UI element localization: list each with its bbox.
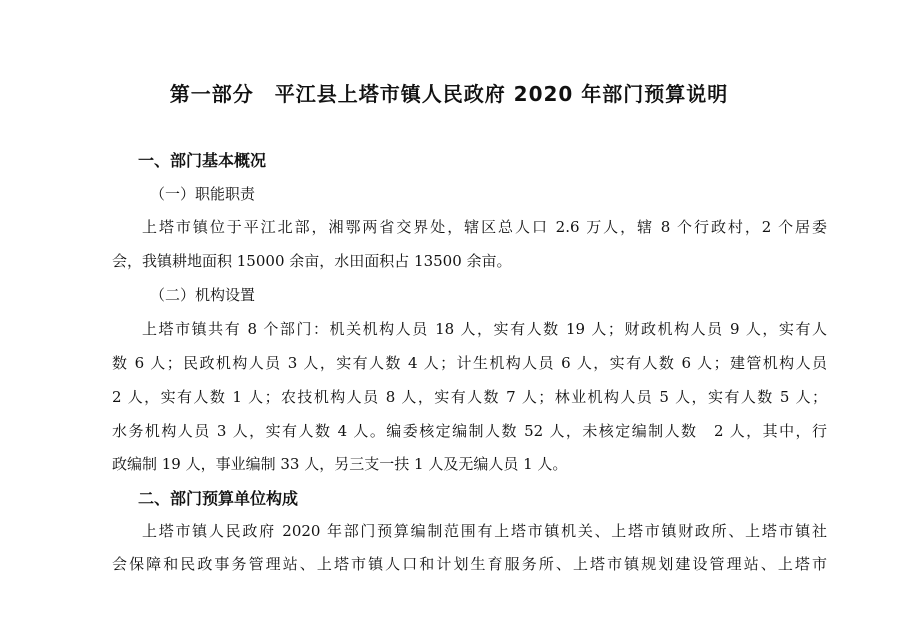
paragraph-line: 2 人，实有人数 1 人；农技机构人员 8 人，实有人数 7 人；林业机构人员 5 人，实有人数 5 人；: [112, 388, 827, 406]
section-heading-budget-units: 二、部门预算单位构成: [138, 489, 299, 508]
paragraph-line: 会，我镇耕地面积 15000 余亩，水田面积占 13500 余亩。: [112, 252, 512, 270]
section-heading-basic-overview: 一、部门基本概况: [138, 151, 267, 170]
paragraph-line: 会保障和民政事务管理站、上塔市镇人口和计划生育服务所、上塔市镇规划建设管理站、上塔市: [112, 555, 827, 573]
paragraph-line: 水务机构人员 3 人，实有人数 4 人。编委核定编制人数 52 人，未核定编制人数 2 人，其中，行: [112, 422, 827, 440]
subsection-heading-functions: （一）职能职责: [150, 185, 256, 203]
paragraph-line: 上塔市镇共有 8 个部门：机关机构人员 18 人，实有人数 19 人；财政机构人员 9 人，实有人: [142, 320, 827, 338]
paragraph-line: 上塔市镇人民政府 2020 年部门预算编制范围有上塔市镇机关、上塔市镇财政所、上塔市镇社: [142, 522, 827, 540]
document-title: 第一部分 平江县上塔市镇人民政府 2020 年部门预算说明: [169, 82, 729, 106]
subsection-heading-organization: （二）机构设置: [150, 286, 256, 304]
paragraph-line: 上塔市镇位于平江北部，湘鄂两省交界处，辖区总人口 2.6 万人，辖 8 个行政村，2 个居委: [142, 218, 827, 236]
paragraph-line: 政编制 19 人，事业编制 33 人，另三支一扶 1 人及无编人员 1 人。: [112, 455, 568, 473]
paragraph-line: 数 6 人；民政机构人员 3 人，实有人数 4 人；计生机构人员 6 人，实有人数 6 人；建管机构人员: [112, 354, 827, 372]
